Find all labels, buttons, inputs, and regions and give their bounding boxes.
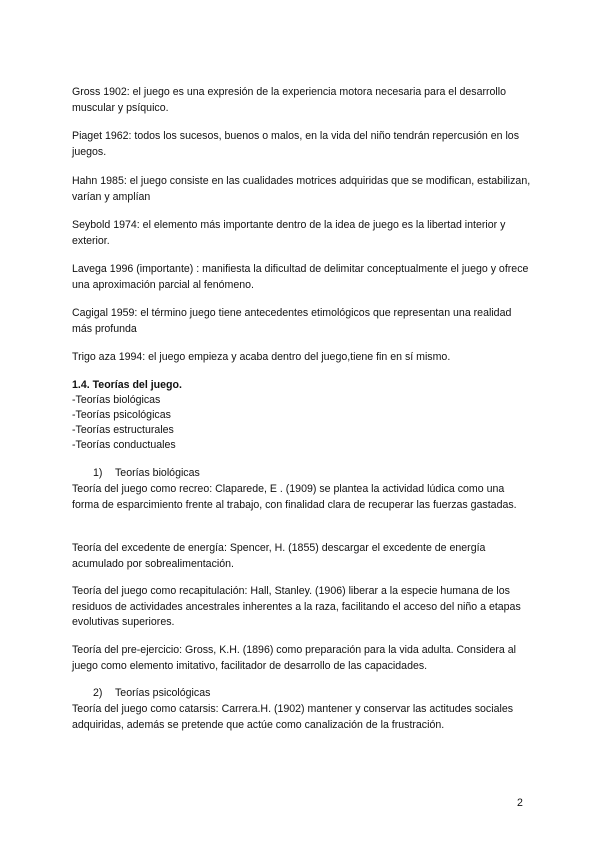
theory-list-item: -Teorías estructurales <box>72 424 174 436</box>
subheading-title: Teorías biológicas <box>115 467 200 479</box>
subheading-number: 1) <box>93 467 103 479</box>
section-heading: 1.4. Teorías del juego. <box>72 379 182 391</box>
definition-lavega: Lavega 1996 (importante) : manifiesta la dificultad de delimitar conceptualmente el juego y ofrece una aproximación parcial al fenómeno. <box>72 263 529 291</box>
definition-hahn: Hahn 1985: el juego consiste en las cualidades motrices adquiridas que se modifican, estabilizan, varían y amplían <box>72 175 531 203</box>
subheading-psychological <box>93 686 533 702</box>
definition-piaget: Piaget 1962: todos los sucesos, buenos o malos, en la vida del niño tendrán repercusión en los juegos. <box>72 130 519 158</box>
definition-gross: Gross 1902: el juego es una expresión de la experiencia motora necesaria para el desarrollo muscular y psíquico. <box>72 86 507 114</box>
subheading-title: Teorías psicológicas <box>115 687 211 699</box>
theory-list-item: -Teorías biológicas <box>72 394 161 406</box>
theory-recapitulacion: Teoría del juego como recapitulación: Hall, Stanley. (1906) liberar a la especie humana de los residuos de actividades ancestrales inherentes a la raza, facilitando el acceso del niño a etapas evolutivas superiores. <box>72 585 521 628</box>
subheading-biological <box>93 466 533 482</box>
definition-trigo: Trigo aza 1994: el juego empieza y acaba dentro del juego,tiene fin en sí mismo. <box>72 351 451 363</box>
theory-list-item: -Teorías conductuales <box>72 439 176 451</box>
definition-cagigal: Cagigal 1959: el término juego tiene antecedentes etimológicos que representan una realidad más profunda <box>72 307 512 335</box>
theory-recreo: Teoría del juego como recreo: Claparede, E . (1909) se plantea la actividad lúdica como una forma de esparcimiento frente al trabajo, con finalidad clara de recuperar las fuerzas gastadas. <box>72 483 517 511</box>
theory-excedente: Teoría del excedente de energía: Spencer, H. (1855) descargar el excedente de energía acumulado por sobrealimentación. <box>72 542 486 570</box>
theory-list-item: -Teorías psicológicas <box>72 409 171 421</box>
theory-preejercicio: Teoría del pre-ejercicio: Gross, K.H. (1896) como preparación para la vida adulta. Considera al juego como elemento imitativo, facilitador de desarrollo de las capacidades. <box>72 644 516 672</box>
page-number: 2 <box>517 797 523 809</box>
definition-seybold: Seybold 1974: el elemento más importante dentro de la idea de juego es la libertad interior y exterior. <box>72 219 506 247</box>
subheading-number: 2) <box>93 687 103 699</box>
theory-catarsis: Teoría del juego como catarsis: Carrera.H. (1902) mantener y conservar las actitudes sociales adquiridas, además se pretende que actúe como canalización de la frustración. <box>72 703 514 731</box>
